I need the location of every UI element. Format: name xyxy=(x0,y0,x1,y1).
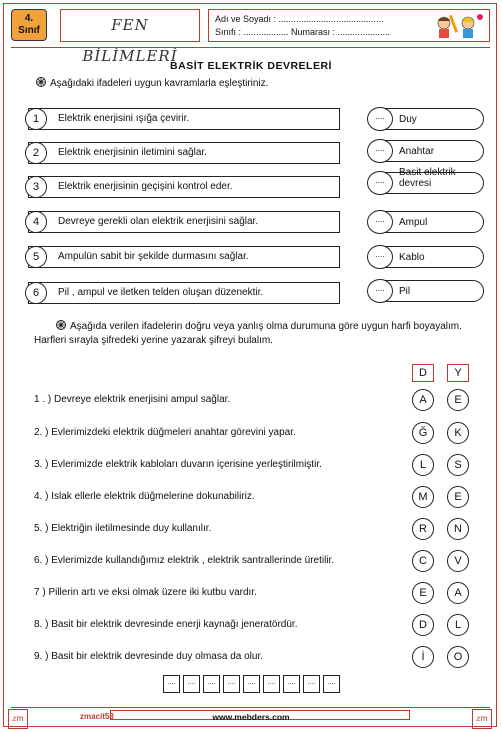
statement: 5. ) Elektriğin iletilmesinde duy kullanılır. xyxy=(34,523,212,534)
grade-label: Sınıf xyxy=(18,25,40,36)
cipher-cell[interactable]: .... xyxy=(283,675,300,693)
answer-slot[interactable]: .... xyxy=(367,210,393,234)
column-head-dogru: D xyxy=(412,364,434,382)
statement: 4. ) Islak ellerle elektrik düğmelerine dokunabiliriz. xyxy=(34,491,255,502)
author-tag: zmacit58 xyxy=(80,712,114,721)
truefalse-instruction-text: Aşağıda verilen ifadelerin doğru veya yanlış olma durumuna göre uygun harfi boyayalım. Harfleri sırayla şifredeki yerine yazarak şifreyi bulalım. xyxy=(34,321,462,346)
answer-slot[interactable]: .... xyxy=(367,139,393,163)
true-letter-option[interactable]: C xyxy=(412,550,434,572)
grade-number: 4. xyxy=(24,13,34,24)
false-letter-option[interactable]: K xyxy=(447,422,469,444)
statement: 1 . ) Devreye elektrik enerjisini ampul sağlar. xyxy=(34,394,231,405)
concept-option xyxy=(368,211,484,233)
statement: 7 ) Pillerin artı ve eksi olmak üzere iki kutbu vardır. xyxy=(34,587,257,598)
kids-illustration-icon xyxy=(430,11,486,39)
footer-divider xyxy=(11,707,490,708)
statement: 8. ) Basit bir elektrik devresinde enerji kaynağı jeneratördür. xyxy=(34,619,298,630)
name-field[interactable]: Adı ve Soyadı : .......................................... xyxy=(215,14,384,24)
concept-option xyxy=(368,280,484,302)
flower-bullet-icon xyxy=(56,320,66,330)
concept-option xyxy=(368,246,484,268)
true-letter-option[interactable]: A xyxy=(412,389,434,411)
match-number: 4 xyxy=(25,211,47,233)
match-statement: Elektrik enerjisini ışığa çevirir. xyxy=(58,113,190,124)
true-letter-option[interactable]: D xyxy=(412,614,434,636)
concept-label: Duy xyxy=(399,114,417,125)
cipher-cell[interactable]: .... xyxy=(243,675,260,693)
concept-option xyxy=(368,108,484,130)
false-letter-option[interactable]: V xyxy=(447,550,469,572)
true-letter-option[interactable]: L xyxy=(412,454,434,476)
statement: 2. ) Evlerimizdeki elektrik düğmeleri anahtar görevini yapar. xyxy=(34,427,296,438)
answer-slot[interactable]: .... xyxy=(367,279,393,303)
page-title: BASİT ELEKTRİK DEVRELERİ xyxy=(170,60,332,72)
cipher-cell[interactable]: .... xyxy=(183,675,200,693)
match-number: 2 xyxy=(25,142,47,164)
concept-label: Anahtar xyxy=(399,146,435,157)
subject-title: FEN BİLİMLERİ xyxy=(60,9,200,42)
answer-slot[interactable]: .... xyxy=(367,245,393,269)
true-letter-option[interactable]: Ğ xyxy=(412,422,434,444)
match-statement: Elektrik enerjisinin iletimini sağlar. xyxy=(58,147,207,158)
match-statement: Devreye gerekli olan elektrik enerjisini sağlar. xyxy=(58,216,259,227)
false-letter-option[interactable]: N xyxy=(447,518,469,540)
concept-label: Kablo xyxy=(399,252,425,263)
flower-bullet-icon xyxy=(36,77,46,87)
true-letter-option[interactable]: R xyxy=(412,518,434,540)
false-letter-option[interactable]: A xyxy=(447,582,469,604)
column-head-yanlis: Y xyxy=(447,364,469,382)
cipher-cell[interactable]: .... xyxy=(223,675,240,693)
concept-label: Basit elektrik devresi xyxy=(399,167,456,189)
matching-instruction xyxy=(36,77,268,91)
match-number: 1 xyxy=(25,108,47,130)
match-statement: Elektrik enerjisinin geçişini kontrol eder. xyxy=(58,181,233,192)
cipher-cell[interactable]: .... xyxy=(203,675,220,693)
false-letter-option[interactable]: O xyxy=(447,646,469,668)
match-number: 5 xyxy=(25,246,47,268)
cipher-cell[interactable]: .... xyxy=(303,675,320,693)
concept-option xyxy=(368,167,484,194)
match-statement: Ampulün sabit bir şekilde durmasını sağlar. xyxy=(58,251,249,262)
cipher-cell[interactable]: .... xyxy=(263,675,280,693)
statement: 3. ) Evlerimizde elektrik kabloları duvarın içerisine yerleştirilmiştir. xyxy=(34,459,322,470)
concept-label: Ampul xyxy=(399,217,428,228)
truefalse-instruction xyxy=(34,320,482,348)
logo-right: zm xyxy=(472,709,492,729)
match-number: 6 xyxy=(25,282,47,304)
logo-left: zm xyxy=(8,709,28,729)
match-statement: Pil , ampul ve iletken telden oluşan düzenektir. xyxy=(58,287,264,298)
false-letter-option[interactable]: S xyxy=(447,454,469,476)
false-letter-option[interactable]: E xyxy=(447,389,469,411)
website-link[interactable]: www.mebders.com xyxy=(212,712,290,722)
true-letter-option[interactable]: E xyxy=(412,582,434,604)
cipher-cell[interactable]: .... xyxy=(323,675,340,693)
grade-badge xyxy=(11,9,47,41)
match-number: 3 xyxy=(25,176,47,198)
cipher-cell[interactable]: .... xyxy=(163,675,180,693)
statement: 6. ) Evlerimizde kullandığımız elektrik , elektrik santrallerinde üretilir. xyxy=(34,555,335,566)
statement: 9. ) Basit bir elektrik devresinde duy olmasa da olur. xyxy=(34,651,263,662)
concept-label: Pil xyxy=(399,286,411,297)
header-divider xyxy=(11,47,490,48)
class-number-field[interactable]: Sınıfı : .................. Numarası : ..................... xyxy=(215,27,391,37)
concept-option xyxy=(368,140,484,162)
false-letter-option[interactable]: L xyxy=(447,614,469,636)
false-letter-option[interactable]: E xyxy=(447,486,469,508)
answer-slot[interactable]: .... xyxy=(367,171,393,195)
answer-slot[interactable]: .... xyxy=(367,107,393,131)
true-letter-option[interactable]: M xyxy=(412,486,434,508)
true-letter-option[interactable]: İ xyxy=(412,646,434,668)
matching-instruction-text: Aşağıdaki ifadeleri uygun kavramlarla eşleştiriniz. xyxy=(50,78,269,89)
